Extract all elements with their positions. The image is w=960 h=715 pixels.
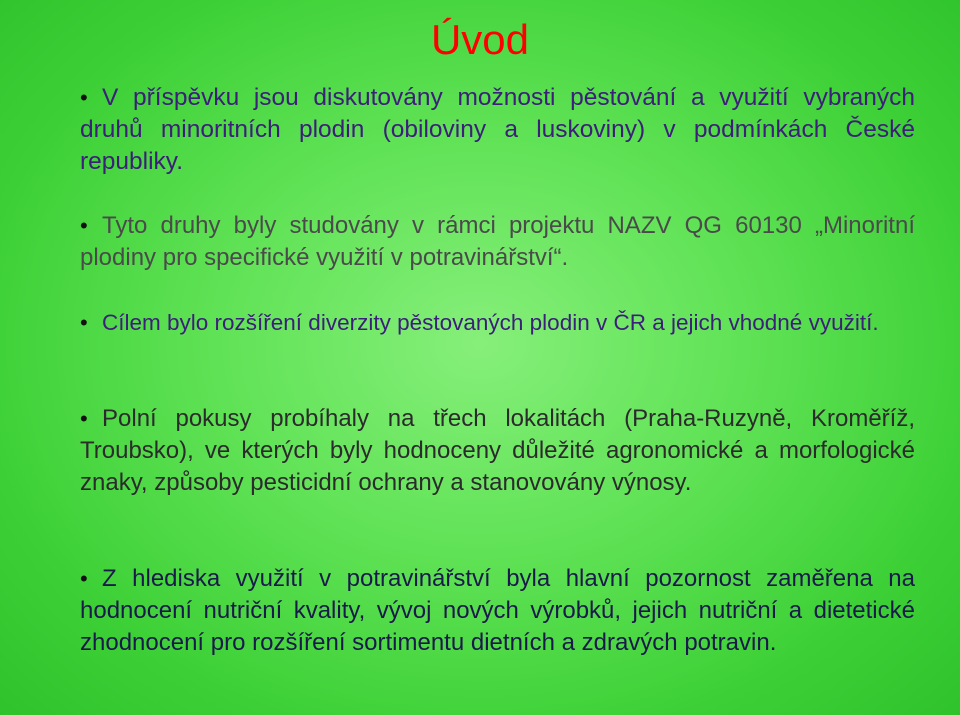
bullet-item [80,210,915,274]
bullet-item [80,563,915,659]
bullet-item [80,403,915,499]
bullet-item [80,307,915,339]
bullet-text: Z hlediska využití v potravinářství byla hlavní pozornost zaměřena na hodnocení nutriční kvality, vývoj nových výrobků, jejich nutriční a dietetické zhodnocení pro rozšíření sortimentu dietních a zdravých potravin. [80,565,915,656]
bullet-text: Polní pokusy probíhaly na třech lokalitách (Praha-Ruzyně, Kroměříž, Troubsko), ve kterých byly hodnoceny důležité agronomické a morfologické znaky, způsoby pesticidní ochrany a stanovovány výnosy. [80,405,915,496]
bullet-marker: • [80,310,88,335]
bullet-text: V příspěvku jsou diskutovány možnosti pěstování a využití vybraných druhů minoritních plodin (obiloviny a luskoviny) v podmínkách České republiky. [80,84,915,175]
slide-title: Úvod [430,16,530,63]
bullet-text: Tyto druhy byly studovány v rámci projektu NAZV QG 60130 „Minoritní plodiny pro specifické využití v potravinářství“. [80,212,915,271]
bullet-marker: • [80,213,88,238]
bullet-marker: • [80,85,88,110]
bullet-marker: • [80,566,88,591]
bullet-marker: • [80,406,88,431]
bullet-text: Cílem bylo rozšíření diverzity pěstovaných plodin v ČR a jejich vhodné využití. [102,310,879,335]
bullet-item [80,82,915,178]
